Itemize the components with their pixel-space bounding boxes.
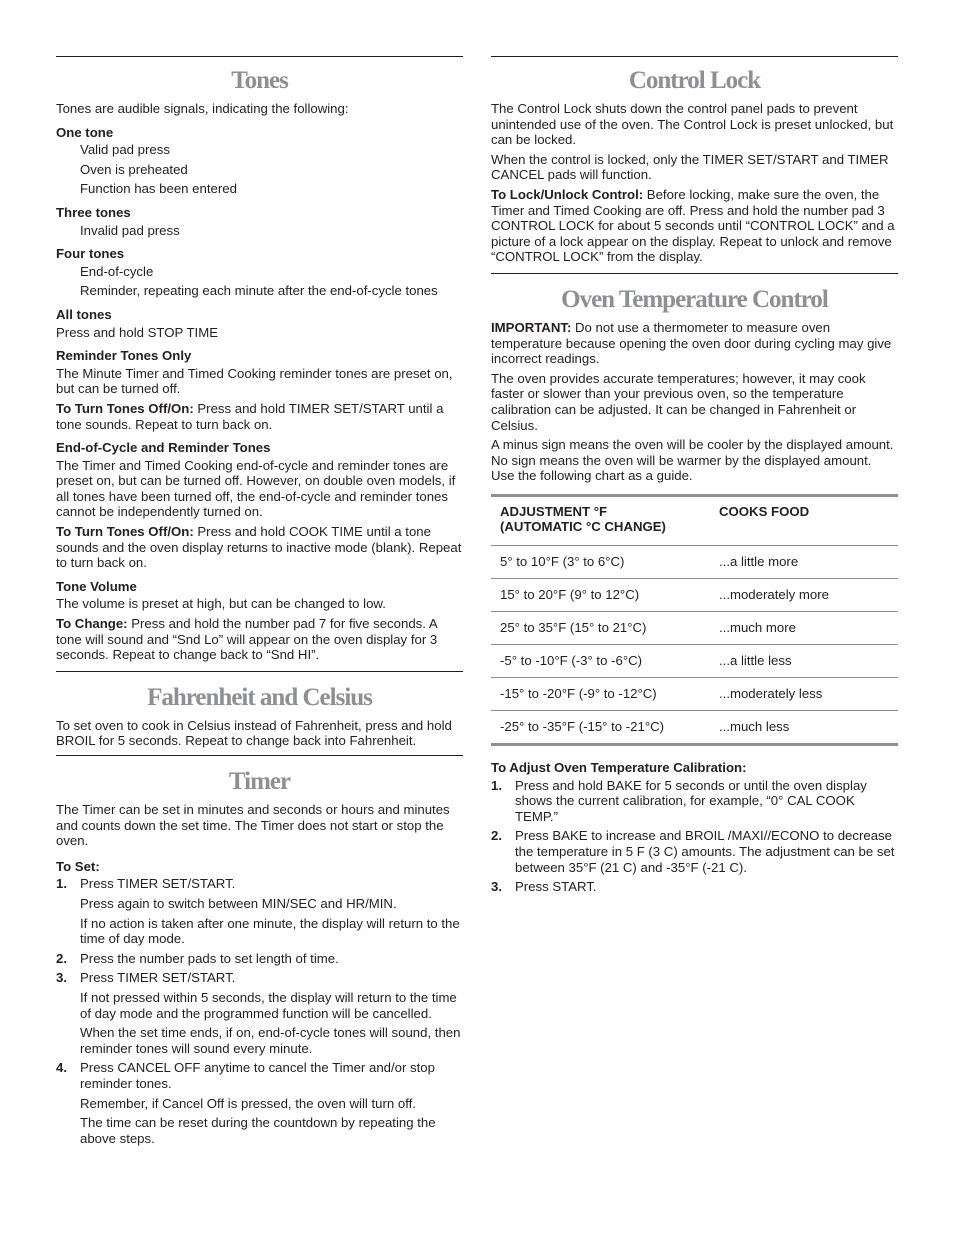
control-lock-instruction <box>491 187 898 265</box>
header-line: (AUTOMATIC °C CHANGE) <box>500 519 666 535</box>
step-note: Press again to switch between MIN/SEC and HR/MIN. <box>80 895 397 911</box>
step-number: 3. <box>491 879 502 895</box>
oven-temperature-p3: A minus sign means the oven will be cooler by the displayed amount. No sign means the oven will be warmer by the displayed amount. Use the following chart as a guide. <box>491 437 894 484</box>
step-note: If not pressed within 5 seconds, the display will return to the time of day mode and the programmed function will be cancelled. <box>80 989 457 1021</box>
step-number: 2. <box>491 828 502 844</box>
tone-volume-instruction <box>56 616 463 663</box>
step-number: 3. <box>56 970 67 986</box>
instruction-label: To Turn Tones Off/On: <box>56 400 194 416</box>
step-text: Press TIMER SET/START. <box>80 970 236 986</box>
timer-section <box>56 766 463 1146</box>
step-number: 4. <box>56 1060 67 1076</box>
tones-section <box>56 65 463 663</box>
table-cell: -5° to -10°F (-3° to -6°C) <box>491 645 710 678</box>
left-column <box>56 56 463 1150</box>
table-row <box>491 612 898 645</box>
table-cell: 5° to 10°F (3° to 6°C) <box>491 546 710 579</box>
step-1 <box>56 876 463 892</box>
one-tone-heading: One tone <box>56 124 114 140</box>
section-divider <box>56 56 463 57</box>
end-cycle-text: The Timer and Timed Cooking end-of-cycle and reminder tones are preset on, but can be turned off. However, on double oven models, if all tones have been turned off, the end-of-cycle and reminder tones cannot be independently turned on. <box>56 457 456 520</box>
table-cell: -15° to -20°F (-9° to -12°C) <box>491 678 710 711</box>
timer-intro: The Timer can be set in minutes and seconds or hours and minutes and counts down the set time. The Timer does not start or stop the oven. <box>56 802 450 849</box>
reminder-tones-heading: Reminder Tones Only <box>56 348 192 364</box>
table-cell: ...much less <box>719 719 790 735</box>
step-text: Press BAKE to increase and BROIL /MAXI//ECONO to decrease the temperature in 5 F (3 C) amounts. The adjustment can be set between 35°F (21 C) and -35°F (-21 C). <box>515 828 895 875</box>
step-number: 1. <box>491 777 502 793</box>
table-cell: ...a little less <box>710 645 898 678</box>
instruction-text: Press and hold the number pad 7 for five seconds. A tone will sound and “Snd Lo” will appear on the oven display for 3 seconds. Repeat to change back to “Snd HI”. <box>56 616 438 663</box>
step-2 <box>491 828 898 875</box>
fahrenheit-celsius-text: To set oven to cook in Celsius instead of Fahrenheit, press and hold BROIL for 5 seconds. Repeat to change back into Fahrenheit. <box>56 717 452 749</box>
instruction-text: Press and hold COOK TIME until a tone sounds and the oven display returns to inactive mode (blank). Repeat to turn back on. <box>56 524 462 571</box>
column-header-cooks-food: COOKS FOOD <box>710 495 898 545</box>
important-text: Do not use a thermometer to measure oven temperature because opening the oven door during cycling may give incorrect readings. <box>491 319 892 367</box>
calibration-table <box>491 494 898 746</box>
to-set-heading: To Set: <box>56 858 100 874</box>
tone-volume-heading: Tone Volume <box>56 578 137 594</box>
section-divider <box>491 56 898 57</box>
all-tones-heading: All tones <box>56 306 112 322</box>
table-cell: ...moderately less <box>710 678 898 711</box>
table-cell: 15° to 20°F (9° to 12°C) <box>491 579 710 612</box>
control-lock-title: Control Lock <box>628 67 761 94</box>
table-cell: 25° to 35°F (15° to 21°C) <box>491 612 710 645</box>
table-row <box>491 579 898 612</box>
step-3 <box>56 970 463 986</box>
control-lock-p1: The Control Lock shuts down the control panel pads to prevent unintended use of the oven. The Control Lock is preset unlocked, but can be locked. <box>491 101 894 148</box>
list-item: Valid pad press <box>80 142 170 158</box>
control-lock-p2: When the control is locked, only the TIMER SET/START and TIMER CANCEL pads will function. <box>491 151 889 183</box>
reminder-tones-text: The Minute Timer and Timed Cooking reminder tones are preset on, but can be turned off. <box>56 365 453 397</box>
instruction-label: To Lock/Unlock Control: <box>491 186 644 202</box>
step-note: The time can be reset during the countdown by repeating the above steps. <box>80 1115 436 1146</box>
tones-intro: Tones are audible signals, indicating the following: <box>56 101 349 116</box>
section-divider <box>491 273 898 274</box>
fahrenheit-celsius-title: Fahrenheit and Celsius <box>147 683 372 711</box>
end-cycle-heading: End-of-Cycle and Reminder Tones <box>56 440 271 456</box>
timer-title: Timer <box>228 768 291 795</box>
table-cell: ...much more <box>710 612 898 645</box>
tone-volume-text: The volume is preset at high, but can be changed to low. <box>56 596 386 612</box>
table-row <box>491 678 898 711</box>
list-item: Function has been entered <box>80 181 237 197</box>
list-item: End-of-cycle <box>80 263 154 279</box>
step-text: Press and hold BAKE for 5 seconds or until the oven display shows the current calibration, for example, “0° CAL COOK TEMP.” <box>515 777 867 824</box>
step-4 <box>56 1060 463 1091</box>
important-label: IMPORTANT: <box>491 319 572 335</box>
important-note <box>491 320 898 367</box>
step-1 <box>491 778 898 825</box>
step-note: Remember, if Cancel Off is pressed, the oven will turn off. <box>80 1095 416 1111</box>
three-tones-heading: Three tones <box>56 204 131 220</box>
list-item: Invalid pad press <box>80 222 180 238</box>
step-2 <box>56 951 463 967</box>
step-text: Press the number pads to set length of time. <box>80 950 339 966</box>
step-number: 1. <box>56 876 67 892</box>
reminder-tones-instruction <box>56 401 463 432</box>
end-cycle-instruction <box>56 524 463 571</box>
step-text: Press START. <box>515 879 597 895</box>
table-cell: ...moderately more <box>710 579 898 612</box>
list-item: Reminder, repeating each minute after the end-of-cycle tones <box>80 283 438 299</box>
right-column <box>491 56 898 899</box>
tones-title: Tones <box>231 67 288 94</box>
adjust-calibration-heading: To Adjust Oven Temperature Calibration: <box>491 760 747 776</box>
table-cell: -25° to -35°F (-15° to -21°C) <box>500 719 665 735</box>
instruction-label: To Change: <box>56 616 128 632</box>
list-item: Oven is preheated <box>80 161 188 177</box>
all-tones-text: Press and hold STOP TIME <box>56 324 218 340</box>
header-line: ADJUSTMENT °F <box>500 503 608 519</box>
step-number: 2. <box>56 950 67 966</box>
table-header-row <box>491 495 898 545</box>
instruction-text: Press and hold TIMER SET/START until a tone sounds. Repeat to turn back on. <box>56 400 444 432</box>
table-row <box>491 711 898 745</box>
table-row <box>491 645 898 678</box>
section-divider <box>56 671 463 672</box>
oven-temperature-title: Oven Temperature Control <box>561 285 828 313</box>
control-lock-section <box>491 65 898 265</box>
section-divider <box>56 755 463 756</box>
oven-temperature-p2: The oven provides accurate temperatures; however, it may cook faster or slower than your previous oven, so the temperature calibration can be adjusted. It can be changed in Fahrenheit or Celsius. <box>491 370 866 433</box>
instruction-text: Before locking, make sure the oven, the Timer and Timed Cooking are off. Press and hold the number pad 3 CONTROL LOCK for about 5 seconds until “CONTROL LOCK” and a picture of a lock appear on the display. Repeat to unlock and remove “CONTROL LOCK” from the display. <box>491 186 895 265</box>
fahrenheit-celsius-section <box>56 682 463 749</box>
step-text: Press TIMER SET/START. <box>80 876 236 892</box>
oven-temperature-section <box>491 284 898 895</box>
step-note: If no action is taken after one minute, the display will return to the time of day mode. <box>80 915 460 947</box>
table-cell: ...a little more <box>710 546 898 579</box>
column-header-adjustment <box>491 495 710 545</box>
step-note: When the set time ends, if on, end-of-cycle tones will sound, then reminder tones will sound every minute. <box>80 1025 461 1056</box>
table-row <box>491 546 898 579</box>
four-tones-heading: Four tones <box>56 246 125 262</box>
step-3 <box>491 879 898 895</box>
instruction-label: To Turn Tones Off/On: <box>56 524 194 540</box>
step-text: Press CANCEL OFF anytime to cancel the Timer and/or stop reminder tones. <box>80 1060 435 1091</box>
